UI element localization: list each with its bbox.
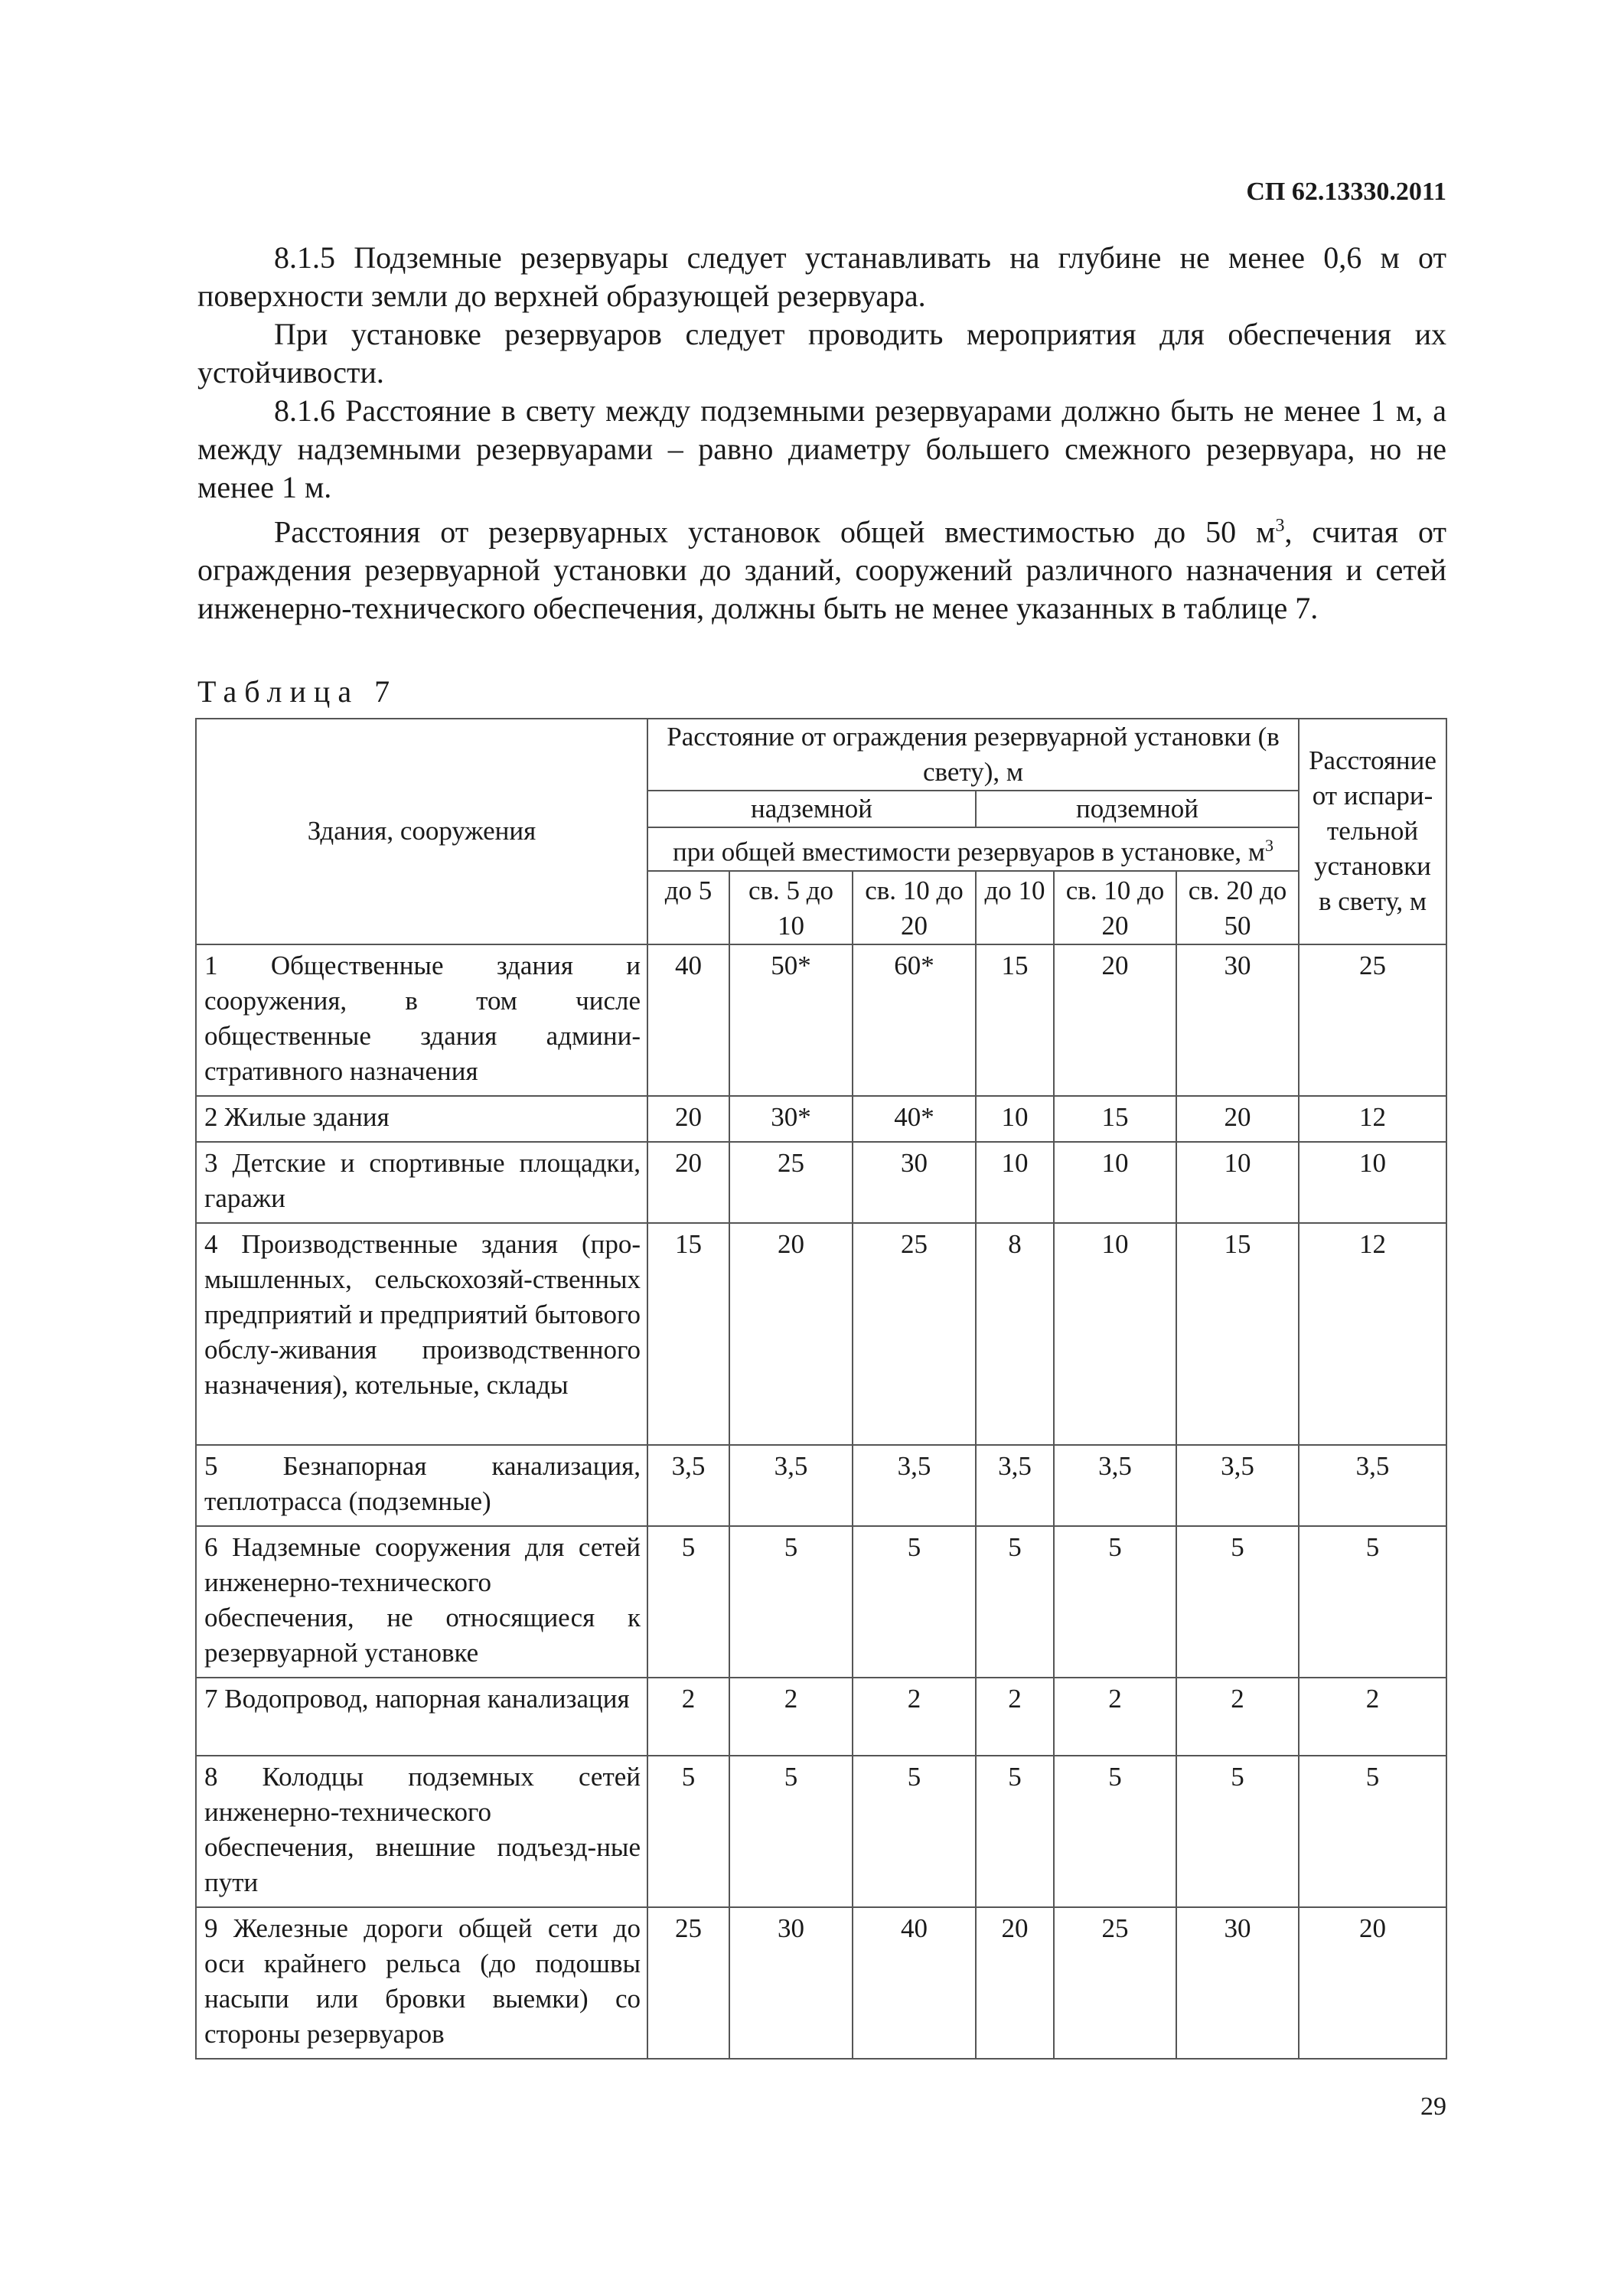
row-name: 9 Железные дороги общей сети до оси крайнего рельса (до подошвы насыпи или бровки выемки) со стороны резервуаров bbox=[196, 1907, 647, 2059]
cell-value: 40 bbox=[647, 944, 729, 1096]
cell-value: 50* bbox=[729, 944, 853, 1096]
col-above-10-20: св. 10 до 20 bbox=[853, 871, 976, 944]
table-row bbox=[196, 1223, 1446, 1445]
cell-value: 20 bbox=[729, 1223, 853, 1445]
table-caption: Таблица 7 bbox=[197, 674, 398, 709]
cell-value: 25 bbox=[1054, 1907, 1176, 2059]
cell-value: 15 bbox=[1176, 1223, 1299, 1445]
cell-value: 25 bbox=[853, 1223, 976, 1445]
col-under-10-20: св. 10 до 20 bbox=[1054, 871, 1176, 944]
cell-value: 10 bbox=[976, 1096, 1054, 1142]
cell-value: 20 bbox=[647, 1142, 729, 1223]
body-text bbox=[197, 239, 1446, 628]
header-buildings: Здания, сооружения bbox=[196, 719, 647, 944]
cell-value: 3,5 bbox=[1054, 1445, 1176, 1526]
paragraph-distances-start: Расстояния от резервуарных установок общей вместимостью до 50 м bbox=[274, 514, 1276, 550]
row-name: 5 Безнапорная канализация, теплотрасса (подземные) bbox=[196, 1445, 647, 1526]
col-above-upto-5: до 5 bbox=[647, 871, 729, 944]
cell-value: 2 bbox=[729, 1678, 853, 1756]
distance-table bbox=[195, 718, 1447, 2060]
table-row bbox=[196, 1445, 1446, 1526]
cell-value: 5 bbox=[729, 1756, 853, 1907]
row-name: 6 Надземные сооружения для сетей инженерно-технического обеспечения, не относящиеся к резервуарной установке bbox=[196, 1526, 647, 1678]
table-header bbox=[196, 719, 1446, 944]
paragraph-distances bbox=[197, 507, 1446, 628]
cell-value: 5 bbox=[1299, 1526, 1446, 1678]
cell-value: 10 bbox=[1176, 1142, 1299, 1223]
row-name: 1 Общественные здания и сооружения, в том числе общественные здания админи-стративного назначения bbox=[196, 944, 647, 1096]
header-capacity-sup: 3 bbox=[1265, 836, 1273, 855]
col-above-5-10: св. 5 до 10 bbox=[729, 871, 853, 944]
table-row bbox=[196, 1756, 1446, 1907]
header-distance-fence: Расстояние от ограждения резервуарной установки (в свету), м bbox=[647, 719, 1299, 791]
page-number: 29 bbox=[1420, 2092, 1446, 2121]
header-capacity-text: при общей вместимости резервуаров в установке, м bbox=[673, 837, 1265, 867]
cell-value: 8 bbox=[976, 1223, 1054, 1445]
cell-value: 20 bbox=[647, 1096, 729, 1142]
row-name: 2 Жилые здания bbox=[196, 1096, 647, 1142]
paragraph-8-1-5: 8.1.5 Подземные резервуары следует устанавливать на глубине не менее 0,6 м от поверхности земли до верхней образующей резервуара. bbox=[197, 240, 1446, 313]
cell-value: 30 bbox=[1176, 1907, 1299, 2059]
cubic-superscript: 3 bbox=[1275, 516, 1285, 536]
header-underground: подземной bbox=[976, 791, 1299, 827]
cell-value: 5 bbox=[853, 1526, 976, 1678]
table-row bbox=[196, 1907, 1446, 2059]
cell-value: 5 bbox=[976, 1756, 1054, 1907]
cell-value: 10 bbox=[1054, 1223, 1176, 1445]
cell-value: 20 bbox=[1299, 1907, 1446, 2059]
cell-value: 3,5 bbox=[853, 1445, 976, 1526]
cell-value: 10 bbox=[1054, 1142, 1176, 1223]
cell-value: 15 bbox=[976, 944, 1054, 1096]
cell-value: 5 bbox=[1176, 1756, 1299, 1907]
cell-value: 20 bbox=[1176, 1096, 1299, 1142]
cell-value: 2 bbox=[853, 1678, 976, 1756]
cell-value: 12 bbox=[1299, 1223, 1446, 1445]
cell-value: 20 bbox=[976, 1907, 1054, 2059]
table-row bbox=[196, 1142, 1446, 1223]
row-name: 7 Водопровод, напорная канализация bbox=[196, 1678, 647, 1756]
cell-value: 30 bbox=[729, 1907, 853, 2059]
paragraph-distances-end: , считая от ограждения резервуарной установки до зданий, сооружений различного назначения и сетей инженерно-технического обеспечения, должны быть не менее указанных в таблице 7. bbox=[197, 514, 1446, 626]
cell-value: 2 bbox=[647, 1678, 729, 1756]
table-row bbox=[196, 1526, 1446, 1678]
row-name: 3 Детские и спортивные площадки, гаражи bbox=[196, 1142, 647, 1223]
cell-value: 20 bbox=[1054, 944, 1176, 1096]
col-under-upto-10: до 10 bbox=[976, 871, 1054, 944]
cell-value: 3,5 bbox=[647, 1445, 729, 1526]
table-row bbox=[196, 944, 1446, 1096]
cell-value: 2 bbox=[976, 1678, 1054, 1756]
cell-value: 5 bbox=[1054, 1526, 1176, 1678]
cell-value: 15 bbox=[647, 1223, 729, 1445]
table-body bbox=[196, 944, 1446, 2059]
cell-value: 30* bbox=[729, 1096, 853, 1142]
cell-value: 3,5 bbox=[976, 1445, 1054, 1526]
cell-value: 5 bbox=[1299, 1756, 1446, 1907]
header-distance-evaporator: Расстояние от испари-тельной установки в свету, м bbox=[1299, 719, 1446, 944]
cell-value: 2 bbox=[1299, 1678, 1446, 1756]
cell-value: 25 bbox=[647, 1907, 729, 2059]
cell-value: 2 bbox=[1176, 1678, 1299, 1756]
header-capacity bbox=[647, 827, 1299, 871]
cell-value: 5 bbox=[976, 1526, 1054, 1678]
row-name: 8 Колодцы подземных сетей инженерно-технического обеспечения, внешние подъезд-ные пути bbox=[196, 1756, 647, 1907]
cell-value: 12 bbox=[1299, 1096, 1446, 1142]
cell-value: 30 bbox=[853, 1142, 976, 1223]
cell-value: 10 bbox=[976, 1142, 1054, 1223]
cell-value: 5 bbox=[647, 1756, 729, 1907]
cell-value: 3,5 bbox=[1176, 1445, 1299, 1526]
cell-value: 5 bbox=[729, 1526, 853, 1678]
cell-value: 5 bbox=[1054, 1756, 1176, 1907]
cell-value: 25 bbox=[729, 1142, 853, 1223]
header-above-ground: надземной bbox=[647, 791, 976, 827]
cell-value: 5 bbox=[853, 1756, 976, 1907]
cell-value: 30 bbox=[1176, 944, 1299, 1096]
cell-value: 60* bbox=[853, 944, 976, 1096]
cell-value: 10 bbox=[1299, 1142, 1446, 1223]
table-row bbox=[196, 1096, 1446, 1142]
col-under-20-50: св. 20 до 50 bbox=[1176, 871, 1299, 944]
cell-value: 15 bbox=[1054, 1096, 1176, 1142]
cell-value: 3,5 bbox=[729, 1445, 853, 1526]
cell-value: 5 bbox=[1176, 1526, 1299, 1678]
cell-value: 5 bbox=[647, 1526, 729, 1678]
cell-value: 25 bbox=[1299, 944, 1446, 1096]
cell-value: 3,5 bbox=[1299, 1445, 1446, 1526]
paragraph-8-1-6: 8.1.6 Расстояние в свету между подземными резервуарами должно быть не менее 1 м, а между надземными резервуарами – равно диаметру большего смежного резервуара, но не менее 1 м. bbox=[197, 393, 1446, 504]
cell-value: 40* bbox=[853, 1096, 976, 1142]
table-container bbox=[195, 718, 1447, 2060]
paragraph-stability: При установке резервуаров следует проводить мероприятия для обеспечения их устойчивости. bbox=[197, 317, 1446, 390]
cell-value: 40 bbox=[853, 1907, 976, 2059]
cell-value: 2 bbox=[1054, 1678, 1176, 1756]
document-code: СП 62.13330.2011 bbox=[1246, 178, 1446, 206]
row-name: 4 Производственные здания (про-мышленных, сельскохозяй-ственных предприятий и предприятий бытового обслу-живания производственного назначения), котельные, склады bbox=[196, 1223, 647, 1445]
table-row bbox=[196, 1678, 1446, 1756]
